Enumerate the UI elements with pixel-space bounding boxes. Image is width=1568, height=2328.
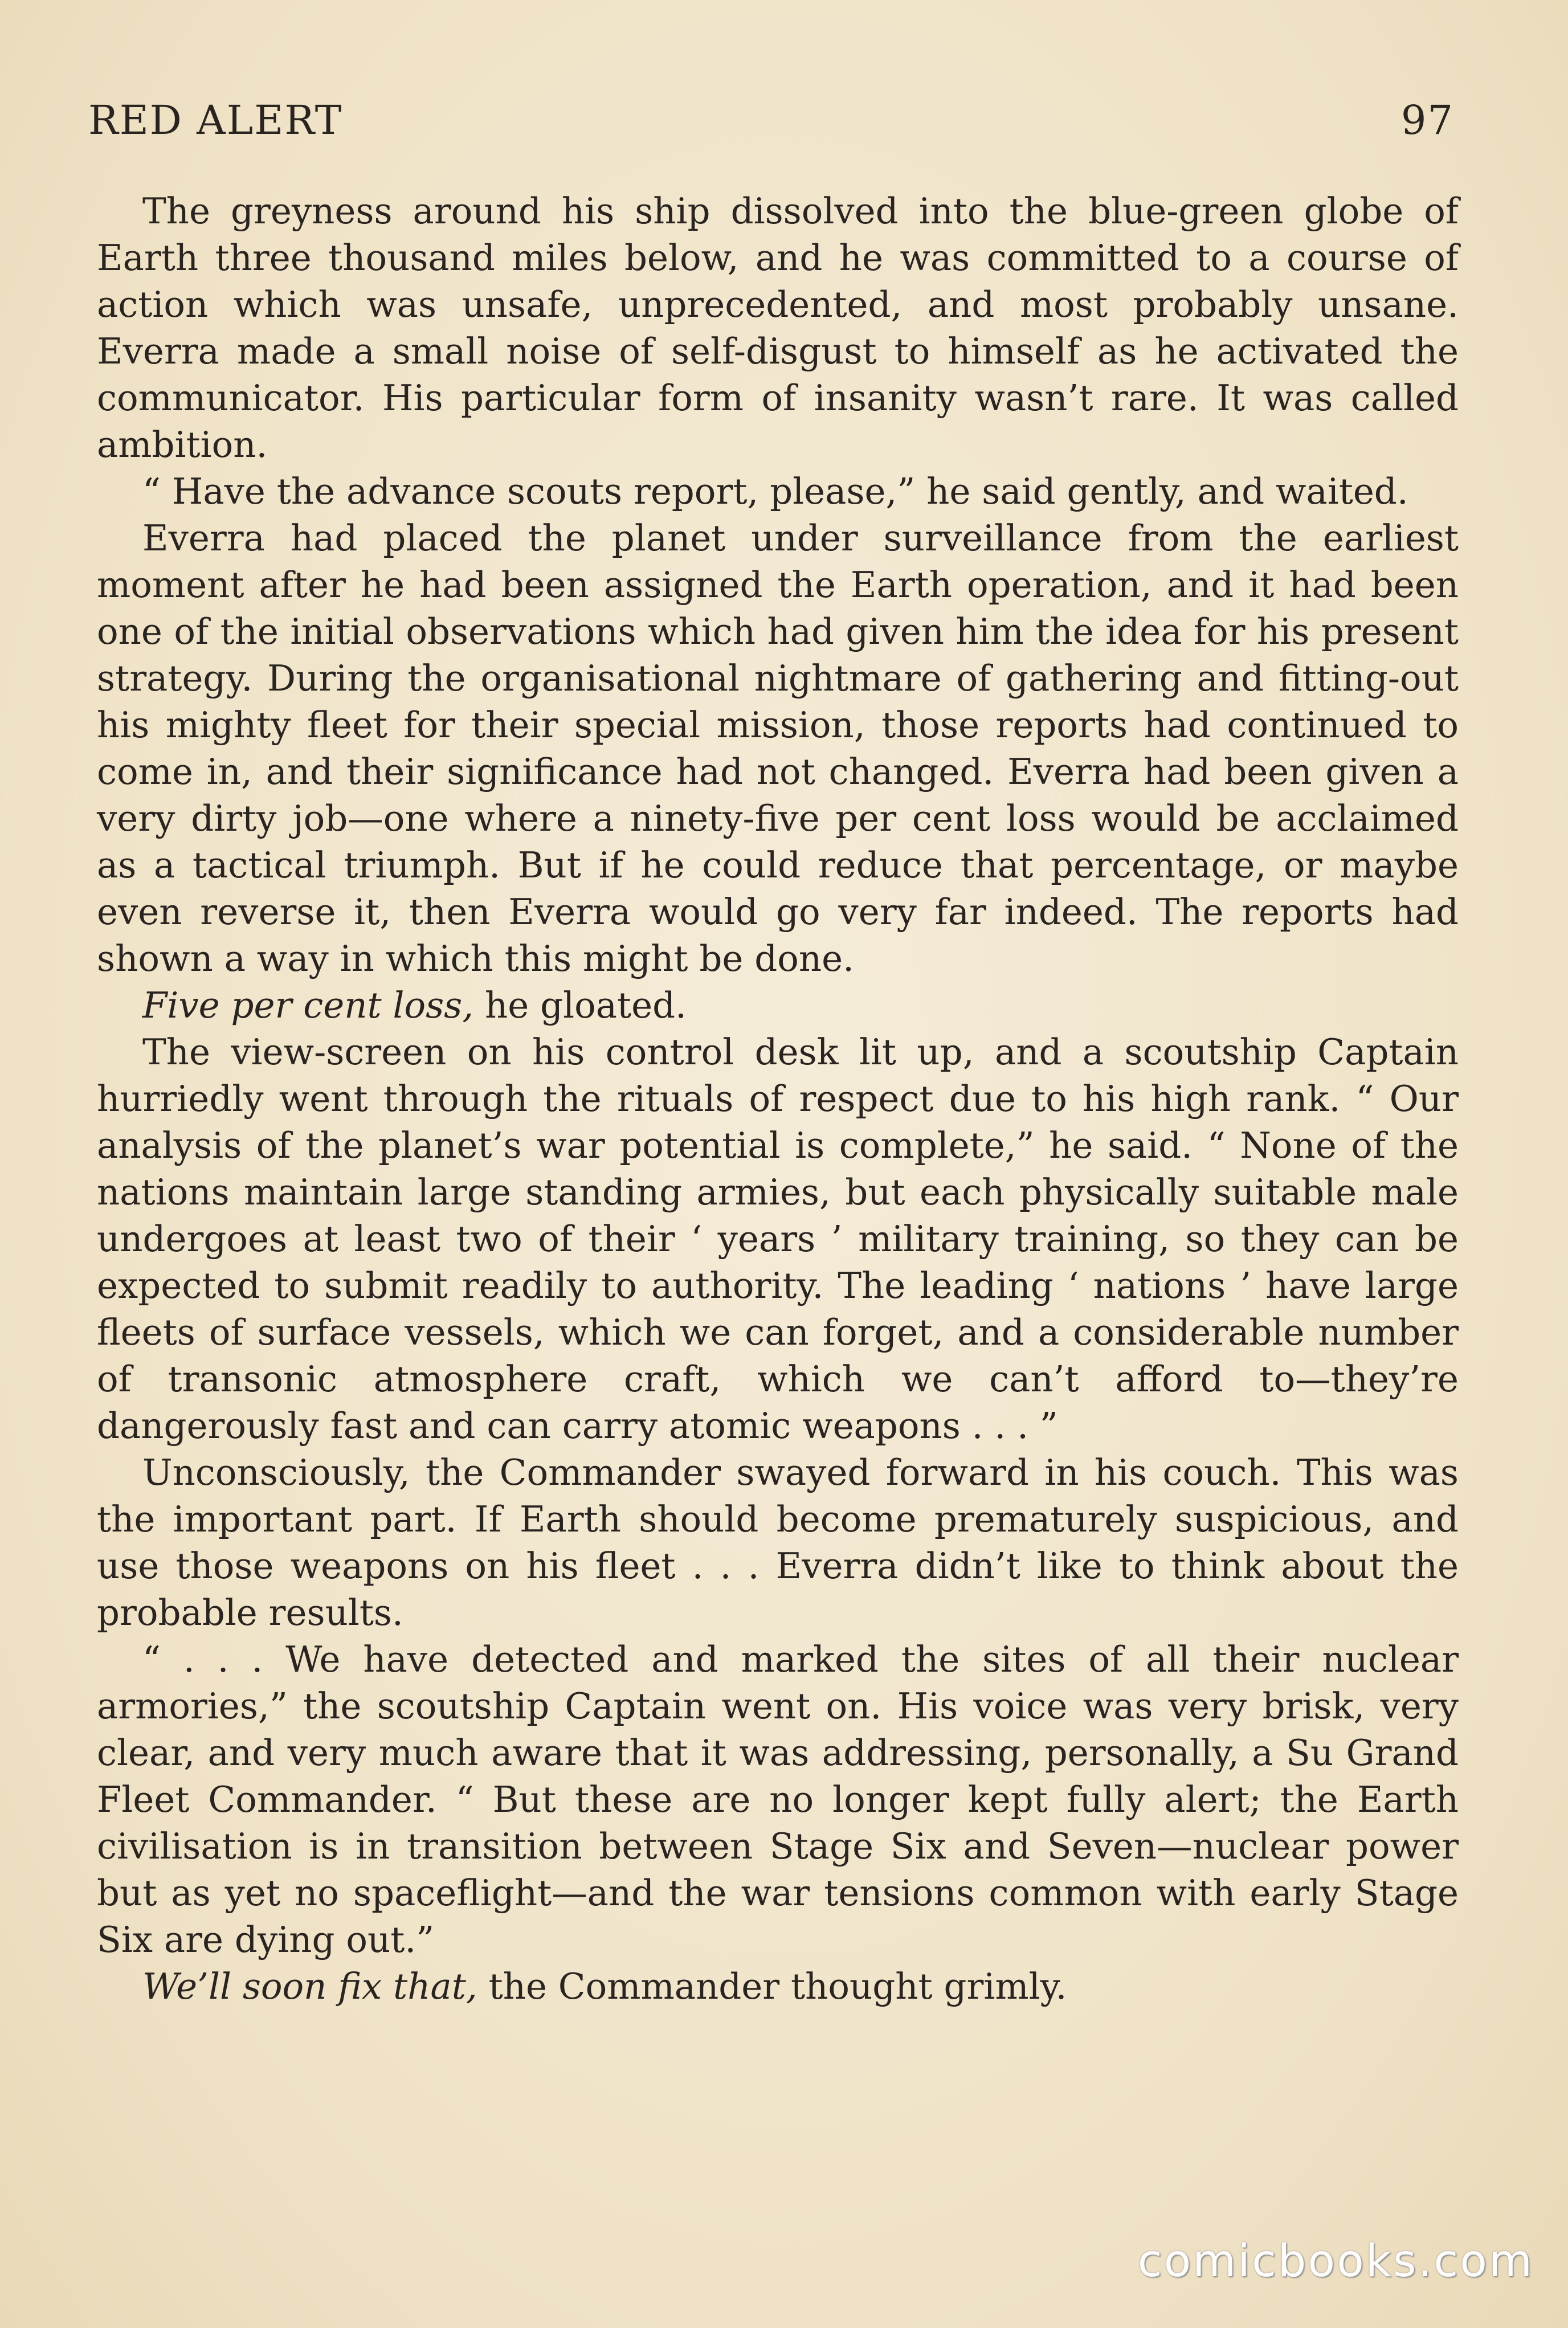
paragraph <box>97 1963 1459 2010</box>
italic-text: Five per cent loss, <box>142 985 474 1026</box>
paragraph <box>97 1029 1459 1449</box>
running-head-title: RED ALERT <box>88 97 343 144</box>
body-text <box>97 188 1459 2010</box>
paragraph <box>97 468 1459 515</box>
paragraph <box>97 1449 1459 1636</box>
paragraph <box>97 982 1459 1029</box>
paragraph-text: Unconsciously, the Commander swayed forward in his couch. This was the important part. If Earth should become prematurely suspicious, and use those weapons on his fleet . . . Everra didn’t like to think about the probable results. <box>97 1452 1459 1633</box>
paragraph <box>97 1636 1459 1963</box>
paragraph-text: the Commander thought grimly. <box>477 1966 1067 2007</box>
page-number: 97 <box>1400 97 1454 144</box>
italic-text: We’ll soon fix that, <box>142 1966 477 2007</box>
paragraph <box>97 515 1459 982</box>
watermark: comicbooks.com <box>1137 2236 1534 2287</box>
paragraph <box>97 188 1459 468</box>
paragraph-text: “ . . . We have detected and marked the sites of all their nuclear armories,” the scoutship Captain went on. His voice was very brisk, very clear, and very much aware that it was addressing, personally, a Su Grand Fleet Commander. “ But these are no longer kept fully alert; the Earth civilisation is in transition between Stage Six and Seven—nuclear power but as yet no spaceflight—and the war tensions common with early Stage Six are dying out.” <box>97 1639 1459 1961</box>
paragraph-text: The view-screen on his control desk lit up, and a scoutship Captain hurriedly went through the rituals of respect due to his high rank. “ Our analysis of the planet’s war potential is complete,” he said. “ None of the nations maintain large standing armies, but each physically suitable male undergoes at least two of their ‘ years ’ military training, so they can be expected to submit readily to authority. The leading ‘ nations ’ have large fleets of surface vessels, which we can forget, and a considerable number of transonic atmosphere craft, which we can’t afford to—they’re dangerously fast and can carry atomic weapons . . . ” <box>97 1031 1459 1447</box>
paragraph-text: he gloated. <box>473 985 687 1026</box>
paragraph-text: “ Have the advance scouts report, please,” he said gently, and waited. <box>142 471 1408 512</box>
paragraph-text: The greyness around his ship dissolved into the blue-green globe of Earth three thousand miles below, and he was committed to a course of action which was unsafe, unprecedented, and most probably unsane. Everra made a small noise of self-disgust to himself as he activated the communicator. His particular form of insanity wasn’t rare. It was called ambition. <box>97 190 1459 465</box>
running-head <box>88 97 1454 154</box>
paragraph-text: Everra had placed the planet under surveillance from the earliest moment after he had been assigned the Earth operation, and it had been one of the initial observations which had given him the idea for his present strategy. During the organisational nightmare of gathering and fitting-out his mighty fleet for their special mission, those reports had continued to come in, and their significance had not changed. Everra had been given a very dirty job—one where a ninety-five per cent loss would be acclaimed as a tactical triumph. But if he could reduce that percentage, or maybe even reverse it, then Everra would go very far indeed. The reports had shown a way in which this might be done. <box>97 517 1459 979</box>
